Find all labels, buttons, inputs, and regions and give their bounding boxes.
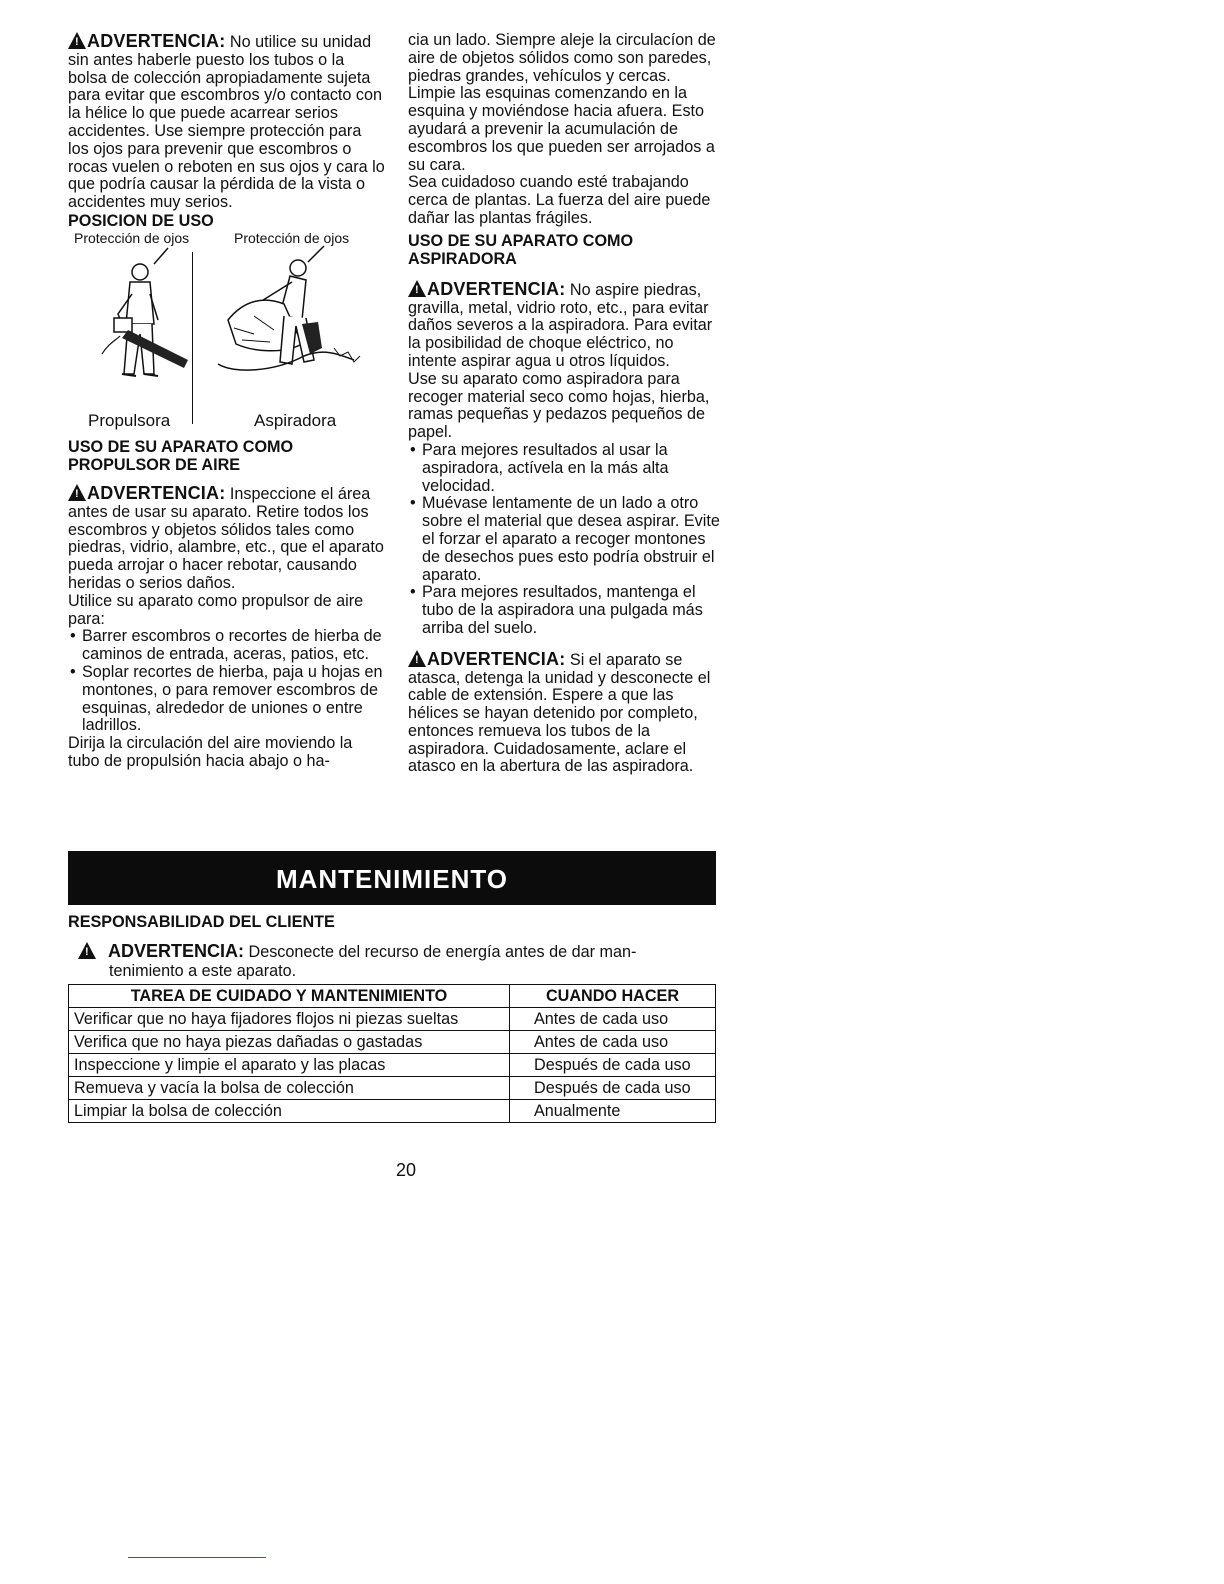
blower-operator-illustration xyxy=(88,244,198,404)
usage-position-figure xyxy=(68,230,386,430)
section-heading-propulsor-line2: PROPULSOR DE AIRE xyxy=(68,455,241,474)
paragraph-use-aspiradora: Use su aparato como aspiradora para recoger material seco como hojas, hierba, ramas pequeñas y pedazos pequeños de papel. xyxy=(408,369,710,442)
table-row xyxy=(69,1100,716,1123)
left-column xyxy=(68,32,386,771)
task-cell: Verificar que no haya fijadores flojos ni piezas sueltas xyxy=(69,1008,510,1031)
column-header-task: TAREA DE CUIDADO Y MANTENIMIENTO xyxy=(69,985,510,1008)
vacuum-tips-list xyxy=(408,442,726,638)
warning-triangle-icon: ! xyxy=(408,650,426,667)
warning-inspect-area xyxy=(68,484,386,593)
maintenance-banner: MANTENIMIENTO xyxy=(68,851,716,905)
caption-eye-protection-right: Protección de ojos xyxy=(234,229,350,246)
section-heading-aspiradora-line1: USO DE SU APARATO COMO xyxy=(408,231,634,250)
list-item: • Para mejores resultados, mantenga el tubo de la aspiradora una pulgada más arriba del suelo. xyxy=(408,584,726,637)
label-propulsora: Propulsora xyxy=(88,411,171,431)
table-header-row xyxy=(69,985,716,1008)
table-row xyxy=(69,1054,716,1077)
warning-triangle-icon: ! xyxy=(68,484,86,501)
list-item: • Muévase lentamente de un lado a otro sobre el material que desea aspirar. Evite el forzar el aparato a recoger montones de desechos pues esto podría obstruir el aparato. xyxy=(408,495,726,584)
when-cell: Después de cada uso xyxy=(510,1077,716,1100)
warning-text-line2: tenimiento a este aparato. xyxy=(109,962,297,980)
warning-text: No utilice su unidad sin antes haberle puesto los tubos o la bolsa de colección apropiadamente sujeta para evitar que escombros y/o contacto con la hélice lo que puede acarrear serios accidentes. Use siempre protección para los ojos para prevenir que escombros o rocas vuelen o reboten en sus ojos y cara lo que podría causar la pérdida de la vista o accidentes muy serios. xyxy=(68,33,385,212)
list-item: • Soplar recortes de hierba, paja u hojas en montones, o para remover escombros de esquinas, alrededor de uniones o entre ladrillos. xyxy=(68,664,386,735)
paragraph-limpie: Limpie las esquinas comenzando en la esquina y moviéndose hacia afuera. Esto ayudará a prevenir la acumulación de escombros los que pueden ser arrojados a su cara. xyxy=(408,84,715,174)
warning-label: ADVERTENCIA: xyxy=(427,648,566,669)
vacuum-operator-illustration xyxy=(214,244,364,404)
when-cell: Después de cada uso xyxy=(510,1054,716,1077)
paragraph-continued: cia un lado. Siempre aleje la circulacíon de aire de objetos sólidos como son paredes, piedras grandes, vehículos y cercas. xyxy=(408,31,716,85)
paragraph-sea-cuidadoso: Sea cuidadoso cuando esté trabajando cerca de plantas. La fuerza del aire puede dañar las plantas frágiles. xyxy=(408,173,711,227)
task-cell: Verifica que no haya piezas dañadas o gastadas xyxy=(69,1031,510,1054)
when-cell: Anualmente xyxy=(510,1100,716,1123)
responsibility-heading: RESPONSABILIDAD DEL CLIENTE xyxy=(68,913,335,931)
warning-text: Si el aparato se atasca, detenga la unidad y desconecte el cable de extensión. Espere a que las hélices se hayan detenido por completo, entonces remueva los tubos de la aspiradora. Cuidadosamente, aclare el atasco en la abertura de las aspiradora. xyxy=(408,650,711,776)
warning-blower-tubes xyxy=(68,32,386,212)
list-item: • Barrer escombros o recortes de hierba de caminos de entrada, aceras, patios, etc. xyxy=(68,628,386,664)
warning-label: ADVERTENCIA: xyxy=(108,941,245,961)
task-cell: Limpiar la bolsa de colección xyxy=(69,1100,510,1123)
section-heading-aspiradora-line2: ASPIRADORA xyxy=(408,249,517,268)
warning-text: No aspire piedras, gravilla, metal, vidrio roto, etc., para evitar daños severos a la aspiradora. Para evitar la posibilidad de choque eléctrico, no intente aspirar agua u otros líquidos. xyxy=(408,280,713,370)
when-cell: Antes de cada uso xyxy=(510,1031,716,1054)
right-column xyxy=(408,32,726,776)
warning-label: ADVERTENCIA: xyxy=(87,482,226,503)
warning-text: Inspeccione el área antes de usar su aparato. Retire todos los escombros y objetos sólidos tales como piedras, vidrio, alambre, etc., que el aparato pueda arrojar o hacer rebotar, causando heridas o serios daños. xyxy=(68,484,384,592)
warning-label: ADVERTENCIA: xyxy=(427,278,566,299)
maintenance-warning xyxy=(78,942,728,981)
list-item: • Para mejores resultados al usar la aspiradora, actívela en la más alta velocidad. xyxy=(408,442,726,495)
footer-rule xyxy=(128,1557,266,1558)
table-row xyxy=(69,1077,716,1100)
warning-no-aspire xyxy=(408,280,726,371)
label-aspiradora: Aspiradora xyxy=(254,411,337,431)
maintenance-table xyxy=(68,984,716,1123)
when-cell: Antes de cada uso xyxy=(510,1008,716,1031)
task-cell: Remueva y vacía la bolsa de colección xyxy=(69,1077,510,1100)
blower-uses-list xyxy=(68,628,386,735)
caption-eye-protection-left: Protección de ojos xyxy=(74,229,190,246)
warning-triangle-icon: ! xyxy=(68,32,86,49)
paragraph-utilice: Utilice su aparato como propulsor de aire para: xyxy=(68,591,364,628)
paragraph-dirija: Dirija la circulación del aire moviendo la tubo de propulsión hacia abajo o ha- xyxy=(68,734,353,770)
warning-triangle-icon: ! xyxy=(78,942,96,959)
task-cell: Inspeccione y limpie el aparato y las placas xyxy=(69,1054,510,1077)
warning-label: ADVERTENCIA: xyxy=(87,31,226,51)
warning-triangle-icon: ! xyxy=(408,280,426,297)
section-heading-posicion: POSICION DE USO xyxy=(68,211,214,230)
table-row xyxy=(69,1031,716,1054)
section-heading-propulsor-line1: USO DE SU APARATO COMO xyxy=(68,437,294,456)
warning-text-line1: Desconecte del recurso de energía antes de dar man- xyxy=(248,943,637,961)
column-header-when: CUANDO HACER xyxy=(510,985,716,1008)
table-row xyxy=(69,1008,716,1031)
warning-jam xyxy=(408,650,726,777)
page-number: 20 xyxy=(396,1160,417,1180)
